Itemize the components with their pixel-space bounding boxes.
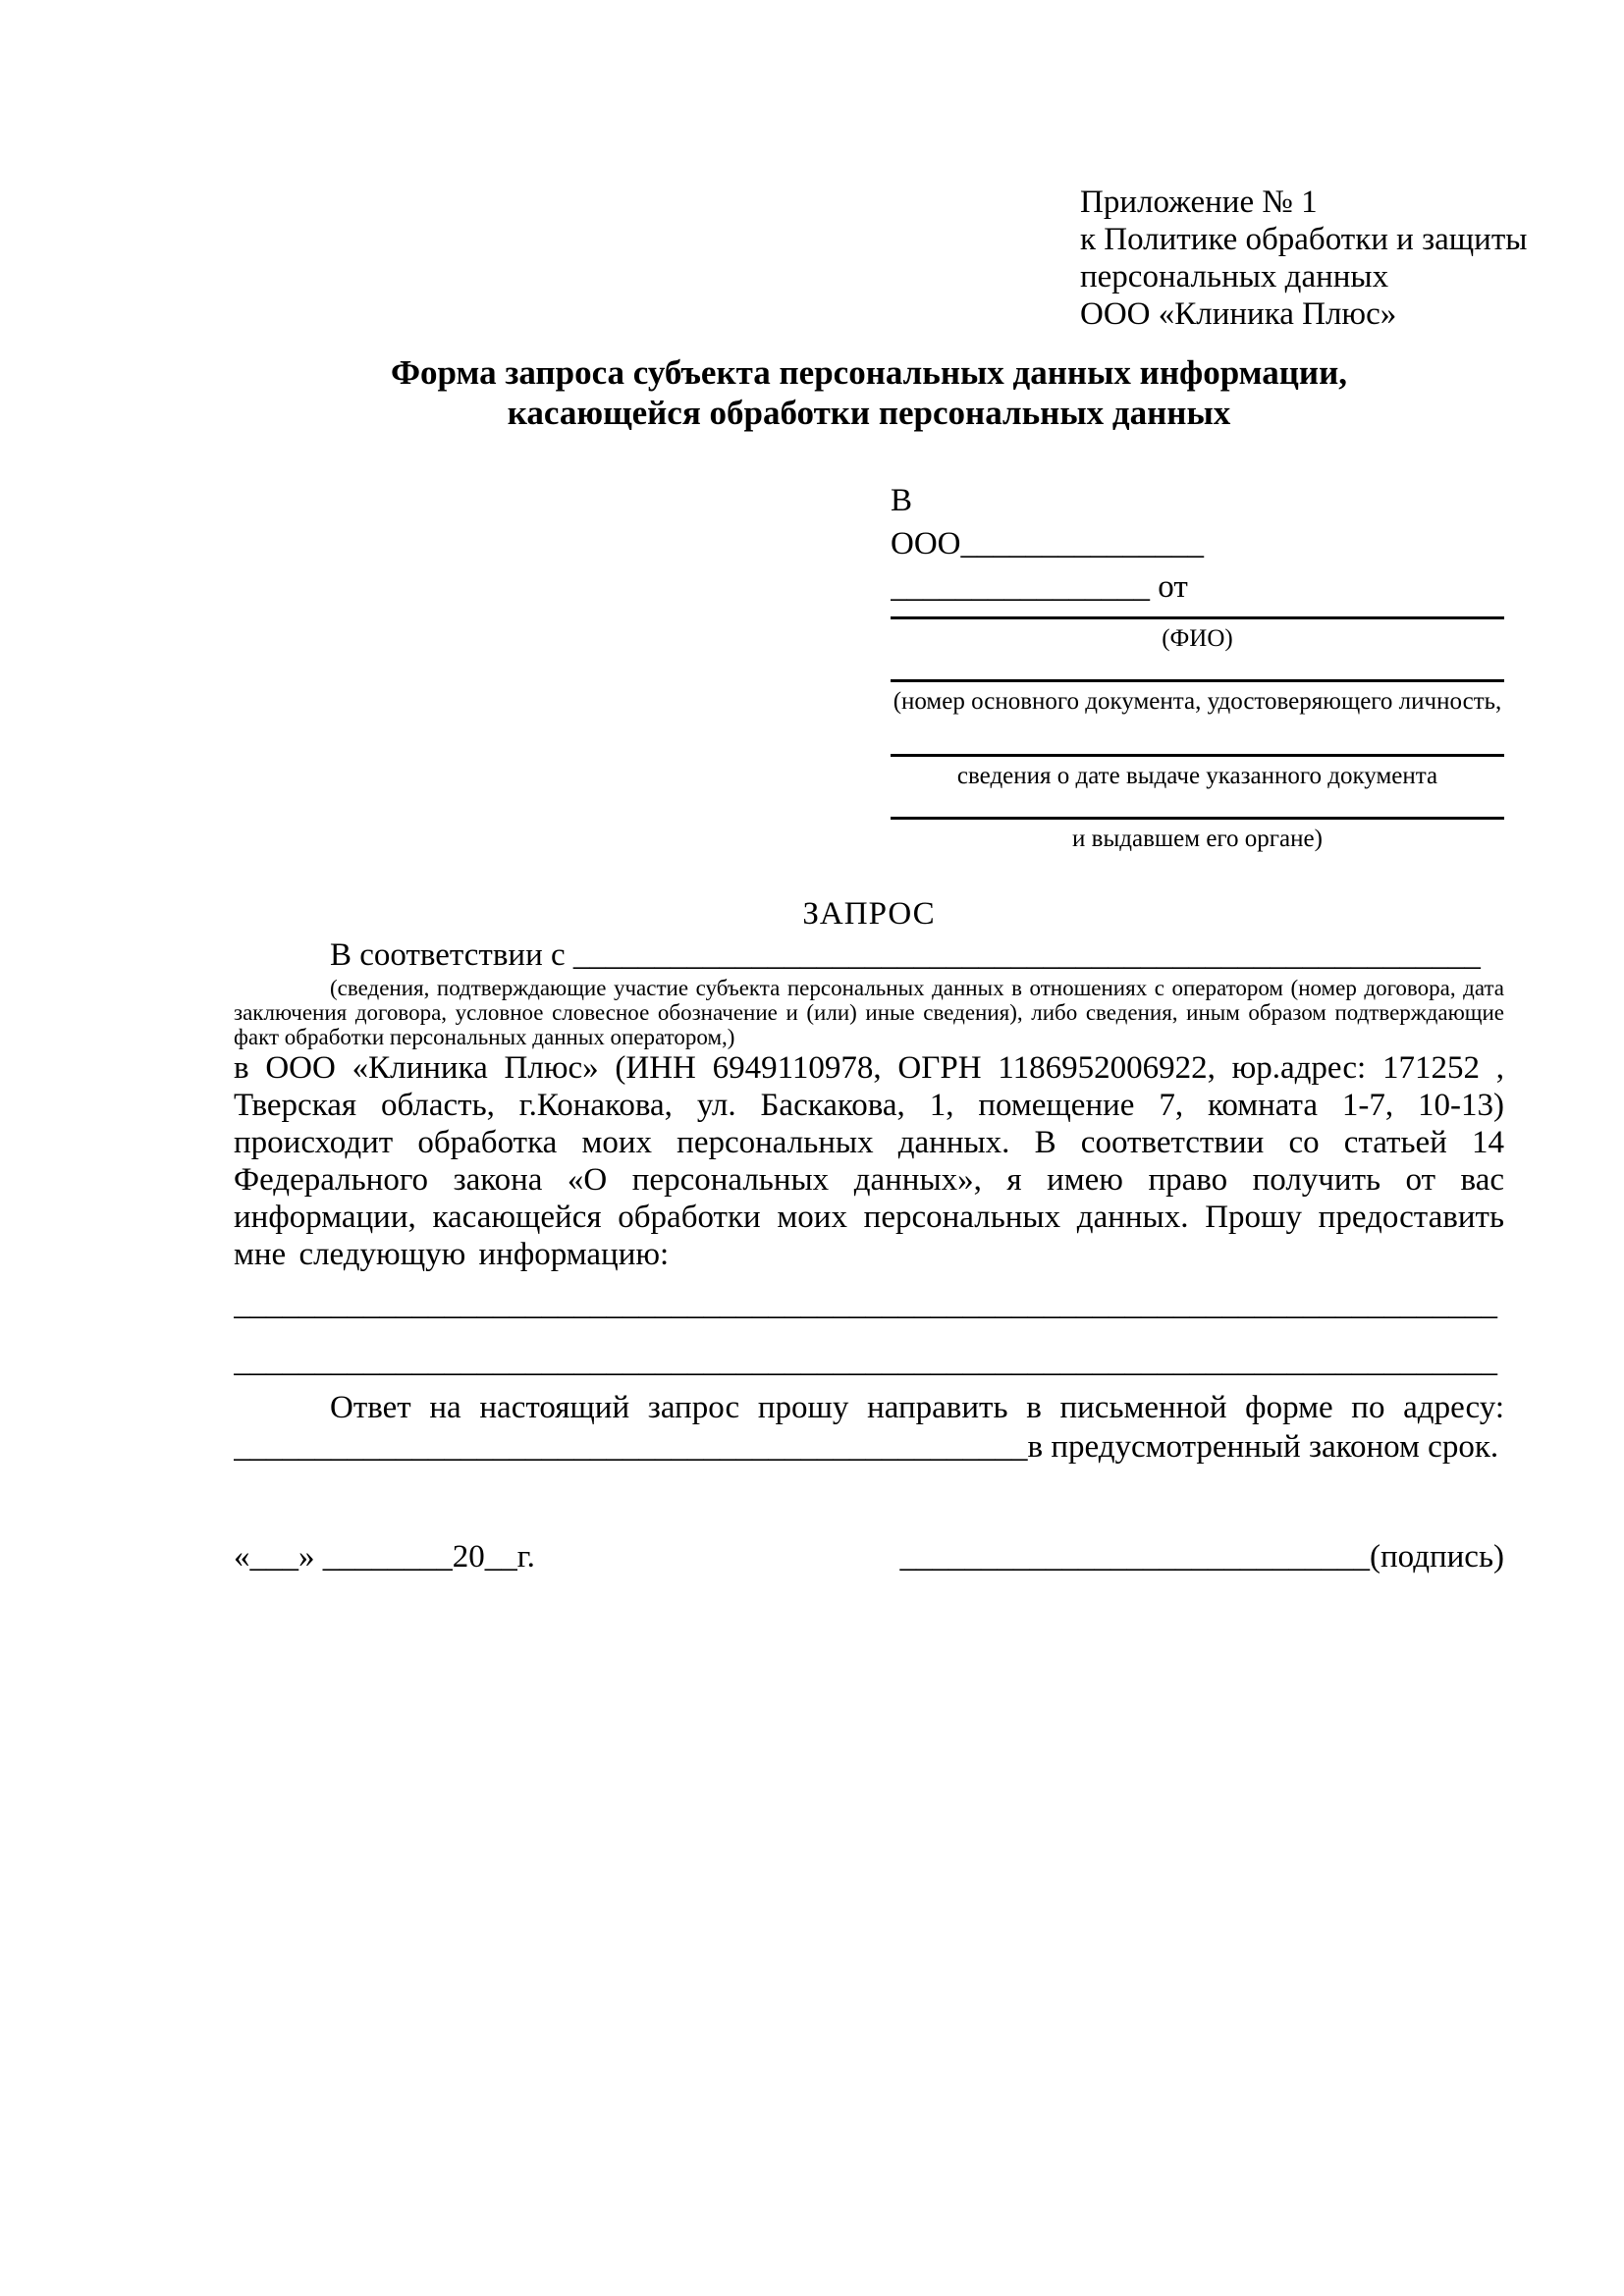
issuing-authority-caption: и выдавшем его органе) xyxy=(1072,826,1323,852)
appendix-line: Приложение № 1 xyxy=(1080,185,1318,220)
appendix-line: персональных данных xyxy=(1080,259,1389,294)
response-line-1: Ответ на настоящий запрос прошу направить в письменной форме по адресу: xyxy=(330,1390,1504,1425)
addressee-from-blank: ________________ от xyxy=(891,569,1188,605)
document-title-line: касающейся обработки персональных данных xyxy=(507,394,1231,432)
signature-blank: _____________________________ xyxy=(899,1539,1370,1575)
issue-date-caption: сведения о дате выдаче указанного документа xyxy=(956,763,1438,789)
response-block xyxy=(234,1388,1504,1467)
answer-blank-line: ______________________________________________________________________________ xyxy=(234,1344,1497,1379)
addressee-block xyxy=(891,479,1504,852)
document-number-blank-line xyxy=(891,679,1504,682)
response-line-2-text: в предусмотренный законом срок. xyxy=(1027,1429,1499,1465)
date-blank: «___» ________20__г. xyxy=(234,1539,535,1575)
address-blank: _________________________________________________ xyxy=(234,1429,1028,1465)
signature-caption: (подпись) xyxy=(1370,1539,1504,1575)
signature-area xyxy=(900,1537,1505,1576)
document-title xyxy=(234,352,1504,433)
fio-field xyxy=(891,616,1504,652)
answer-blank-line: ______________________________________________________________________________ xyxy=(234,1287,1497,1322)
appendix-line: ООО «Клиника Плюс» xyxy=(1080,296,1397,332)
fine-print-note: (сведения, подтверждающие участие субъекта персональных данных в отношениях с оператором (номер договора, дата заключения договора, условное словесное обозначение и (или) иные сведения), либо сведения, иным образом подтверждающие факт обработки персональных данных оператором,) xyxy=(234,976,1504,1049)
document-number-field xyxy=(891,679,1504,715)
addressee-ooo-blank: ООО_______________ xyxy=(891,526,1204,561)
document-number-caption: (номер основного документа, удостоверяющего личность, xyxy=(893,688,1502,715)
intro-prefix: В соответствии с xyxy=(330,937,573,973)
fio-caption: (ФИО) xyxy=(1162,625,1233,652)
date-signature-row xyxy=(234,1537,1504,1576)
intro-line xyxy=(234,935,1504,975)
answer-blank-lines xyxy=(234,1276,1504,1390)
request-heading: ЗАПРОС xyxy=(802,896,936,932)
issue-date-field xyxy=(891,754,1504,789)
issue-date-blank-line xyxy=(891,754,1504,757)
intro-blank: ________________________________________________________ xyxy=(572,937,1481,973)
issuing-authority-field xyxy=(891,817,1504,852)
addressee-to: В xyxy=(891,483,913,518)
issuing-authority-blank-line xyxy=(891,817,1504,820)
appendix-line: к Политике обработки и защиты xyxy=(1080,222,1528,257)
response-line-2 xyxy=(234,1427,1504,1467)
fio-blank-line xyxy=(891,616,1504,619)
appendix-block xyxy=(1080,184,1527,333)
document-title-line: Форма запроса субъекта персональных данных информации, xyxy=(390,353,1348,392)
request-body-paragraph: в ООО «Клиника Плюс» (ИНН 6949110978, ОГРН 1186952006922, юр.адрес: 171252 , Тверская область, г.Конакова, ул. Баскакова, 1, помещение 7, комната 1-7, 10-13) происходит обработка моих персональных данных. В соответствии со статьей 14 Федерального закона «О персональных данных», я имею право получить от вас информации, касающейся обработки моих персональных данных. Прошу предоставить мне следующую информацию: xyxy=(234,1050,1504,1272)
